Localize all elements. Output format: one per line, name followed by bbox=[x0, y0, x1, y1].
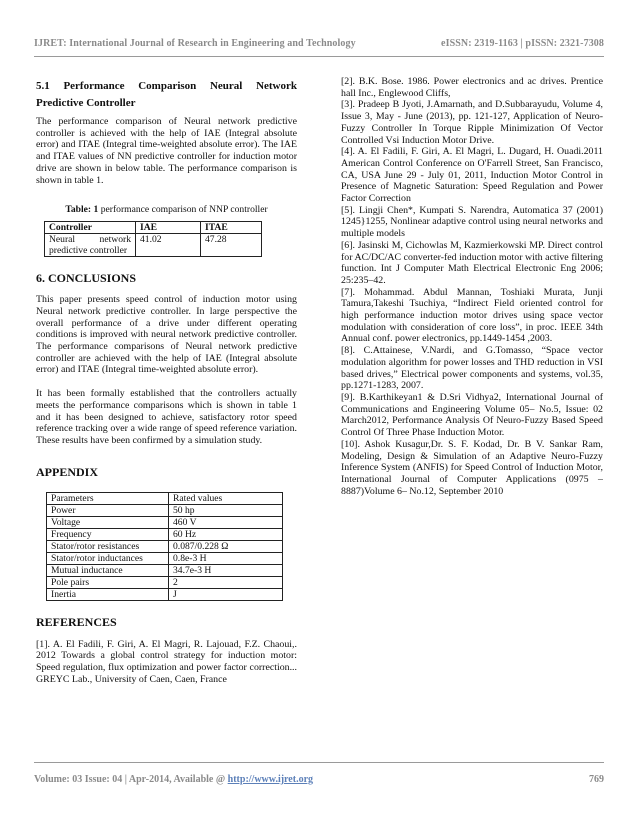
table-cell: 50 hp bbox=[169, 504, 283, 516]
footer-issue-info bbox=[34, 774, 313, 785]
table-row bbox=[47, 576, 283, 588]
conclusions-para2: It has been formally established that the controllers actually meets the performance comparisons which is shown in table 1 and it has been designed to achieve, satisfactory rotor speed reference tracking over a wide range of speed reference variation. These results have been confirmed by a simulation study. bbox=[36, 388, 297, 446]
footer-rule bbox=[34, 762, 604, 763]
table-cell: Power bbox=[47, 504, 169, 516]
table1-caption bbox=[36, 204, 297, 215]
reference-10: [10]. Ashok Kusagur,Dr. S. F. Kodad, Dr. B V. Sankar Ram, Modeling, Design & Simulation of an Adaptive Neuro-Fuzzy Inference System (ANFIS) for Speed Control of Induction Motor, International Journal of Computer Applications (0975 – 8887)Volume 6– No.12, September 2010 bbox=[341, 438, 603, 497]
page-footer bbox=[34, 774, 604, 785]
table1-caption-label: Table: 1 bbox=[65, 204, 99, 216]
table-cell: Inertia bbox=[47, 588, 169, 600]
table-header-row bbox=[45, 222, 262, 234]
table-cell: J bbox=[169, 588, 283, 600]
footer-issue-text: Volume: 03 Issue: 04 | Apr-2014, Available @ bbox=[34, 774, 228, 785]
table-cell: Rated values bbox=[169, 492, 283, 504]
table-cell: 47.28 bbox=[201, 234, 262, 257]
table-cell: 34.7e-3 H bbox=[169, 564, 283, 576]
conclusions-para1: This paper presents speed control of induction motor using Neural network predictive controller. In large perspective the overall performance of a drive under different operating conditions is improved with neural network predictive controller. The performance comparisons of Neural network predictive controller are achieved with the help of IAE (Integral absolute error) and ITAE (Integral time-weighted absolute error). bbox=[36, 294, 297, 376]
reference-7: [7]. Mohammad. Abdul Mannan, Toshiaki Murata, Junji Tamura,Takeshi Tsuchiya, “Indirect Field oriented control for high performance induction motor drives using space vector modulation with consideration of core loss”, in proc. IEEE 34th Annual conf. power electronics, pp.1449-1454 ,2003. bbox=[341, 286, 603, 345]
reference-1: [1]. A. El Fadili, F. Giri, A. El Magri, R. Lajouad, F.Z. Chaoui,. 2012 Towards a global control strategy for induction motor: Speed regulation, flux optimization and power factor correction... GREYC Lab., University of Caen, Caen, France bbox=[36, 638, 297, 685]
table-cell: 2 bbox=[169, 576, 283, 588]
table-header-cell: Controller bbox=[45, 222, 136, 234]
table-cell: Neural network predictive controller bbox=[45, 234, 136, 257]
table-cell: Frequency bbox=[47, 528, 169, 540]
table-cell: Stator/rotor inductances bbox=[47, 552, 169, 564]
table-cell: 60 Hz bbox=[169, 528, 283, 540]
table-row bbox=[47, 564, 283, 576]
table-row bbox=[47, 504, 283, 516]
table1 bbox=[44, 221, 262, 257]
appendix-table bbox=[46, 492, 283, 601]
right-column bbox=[341, 76, 603, 497]
references-title: REFERENCES bbox=[36, 614, 117, 629]
table-cell: Pole pairs bbox=[47, 576, 169, 588]
reference-9: [9]. B.Karthikeyan1 & D.Sri Vidhya2, International Journal of Communications and Engineering Volume 05– No.5, Issue: 02 March2012, Performance Analysis Of Neuro-Fuzzy Based Speed Control Of Three Phase Induction Motor. bbox=[341, 391, 603, 439]
reference-8: [8]. C.Attainese, V.Nardi, and G.Tomasso, “Space vector modulation algorithm for power losses and THD reduction in VSI based drives,” Electrical power components and systems, vol.35, pp.1271-1283, 2007. bbox=[341, 345, 603, 392]
table-cell: 0.087/0.228 Ω bbox=[169, 540, 283, 552]
journal-website-link[interactable]: http://www.ijret.org bbox=[227, 774, 314, 785]
left-column bbox=[36, 76, 297, 685]
reference-6: [6]. Jasinski M, Cichowlas M, Kazmierkowski MP. Direct control for AC/DC/AC converter-fed induction motor with active filtering function. Int J Computer Math Electrical Electronic Eng 2006; 25:235–42. bbox=[341, 239, 603, 286]
header-rule bbox=[34, 56, 604, 57]
table-cell: Mutual inductance bbox=[47, 564, 169, 576]
table-row bbox=[47, 528, 283, 540]
table-row bbox=[47, 516, 283, 528]
table-cell: Stator/rotor resistances bbox=[47, 540, 169, 552]
table-cell: 460 V bbox=[169, 516, 283, 528]
reference-3: [3]. Pradeep B Jyoti, J.Amarnath, and D.Subbarayudu, Volume 4, Issue 3, May - June (2013), pp. 121-127, Application of Neuro-Fuzzy Controller In Torque Ripple Minimization Of Vector Controlled Vsi Induction Motor Drive. bbox=[341, 99, 603, 146]
issn: eISSN: 2319-1163 | pISSN: 2321-7308 bbox=[441, 38, 604, 49]
table-cell: 41.02 bbox=[136, 234, 201, 257]
reference-5: [5]. Lingji Chen*, Kumpati S. Narendra, Automatica 37 (2001) 1245}1255, Nonlinear adaptive control using neural networks and multiple models bbox=[341, 204, 603, 240]
appendix-title: APPENDIX bbox=[36, 464, 98, 479]
reference-2: [2]. B.K. Bose. 1986. Power electronics and ac drives. Prentice hall Inc., Englewood Cliffs, bbox=[341, 76, 603, 99]
section-5-1-body: The performance comparison of Neural network predictive controller is achieved with the help of IAE (Integral absolute error) and ITAE (Integral time-weighted absolute error). The IAE and ITAE values of NN predictive controller for induction motor drive are shown in below table. The performance comparison is shown in table 1. bbox=[36, 116, 297, 186]
conclusions-title: 6. CONCLUSIONS bbox=[36, 271, 137, 286]
table-cell: Voltage bbox=[47, 516, 169, 528]
table-cell: 0.8e-3 H bbox=[169, 552, 283, 564]
page-number: 769 bbox=[589, 774, 604, 785]
page-header bbox=[34, 38, 604, 49]
table-row bbox=[47, 540, 283, 552]
table-header-cell: IAE bbox=[136, 222, 201, 234]
table-row bbox=[47, 588, 283, 600]
section-5-1-title-line2: Predictive Controller bbox=[36, 97, 136, 109]
table-row bbox=[45, 234, 262, 257]
table1-caption-text: performance comparison of NNP controller bbox=[98, 204, 268, 216]
table-cell: Parameters bbox=[47, 492, 169, 504]
reference-4: [4]. A. El Fadili, F. Giri, A. El Magri, L. Dugard, H. Ouadi.2011 American Control Conference on O'Farrell Street, San Francisco, CA, USA June 29 - July 01, 2011, Induction Motor Control in Presence of Magnetic Saturation: Speed Regulation and Power Factor Correction bbox=[341, 146, 603, 205]
table-row bbox=[47, 492, 283, 504]
table-row bbox=[47, 552, 283, 564]
journal-name: IJRET: International Journal of Research in Engineering and Technology bbox=[34, 38, 356, 49]
table-header-cell: ITAE bbox=[201, 222, 262, 234]
section-5-1-title-line1: 5.1 Performance Comparison Neural Network bbox=[36, 80, 297, 92]
